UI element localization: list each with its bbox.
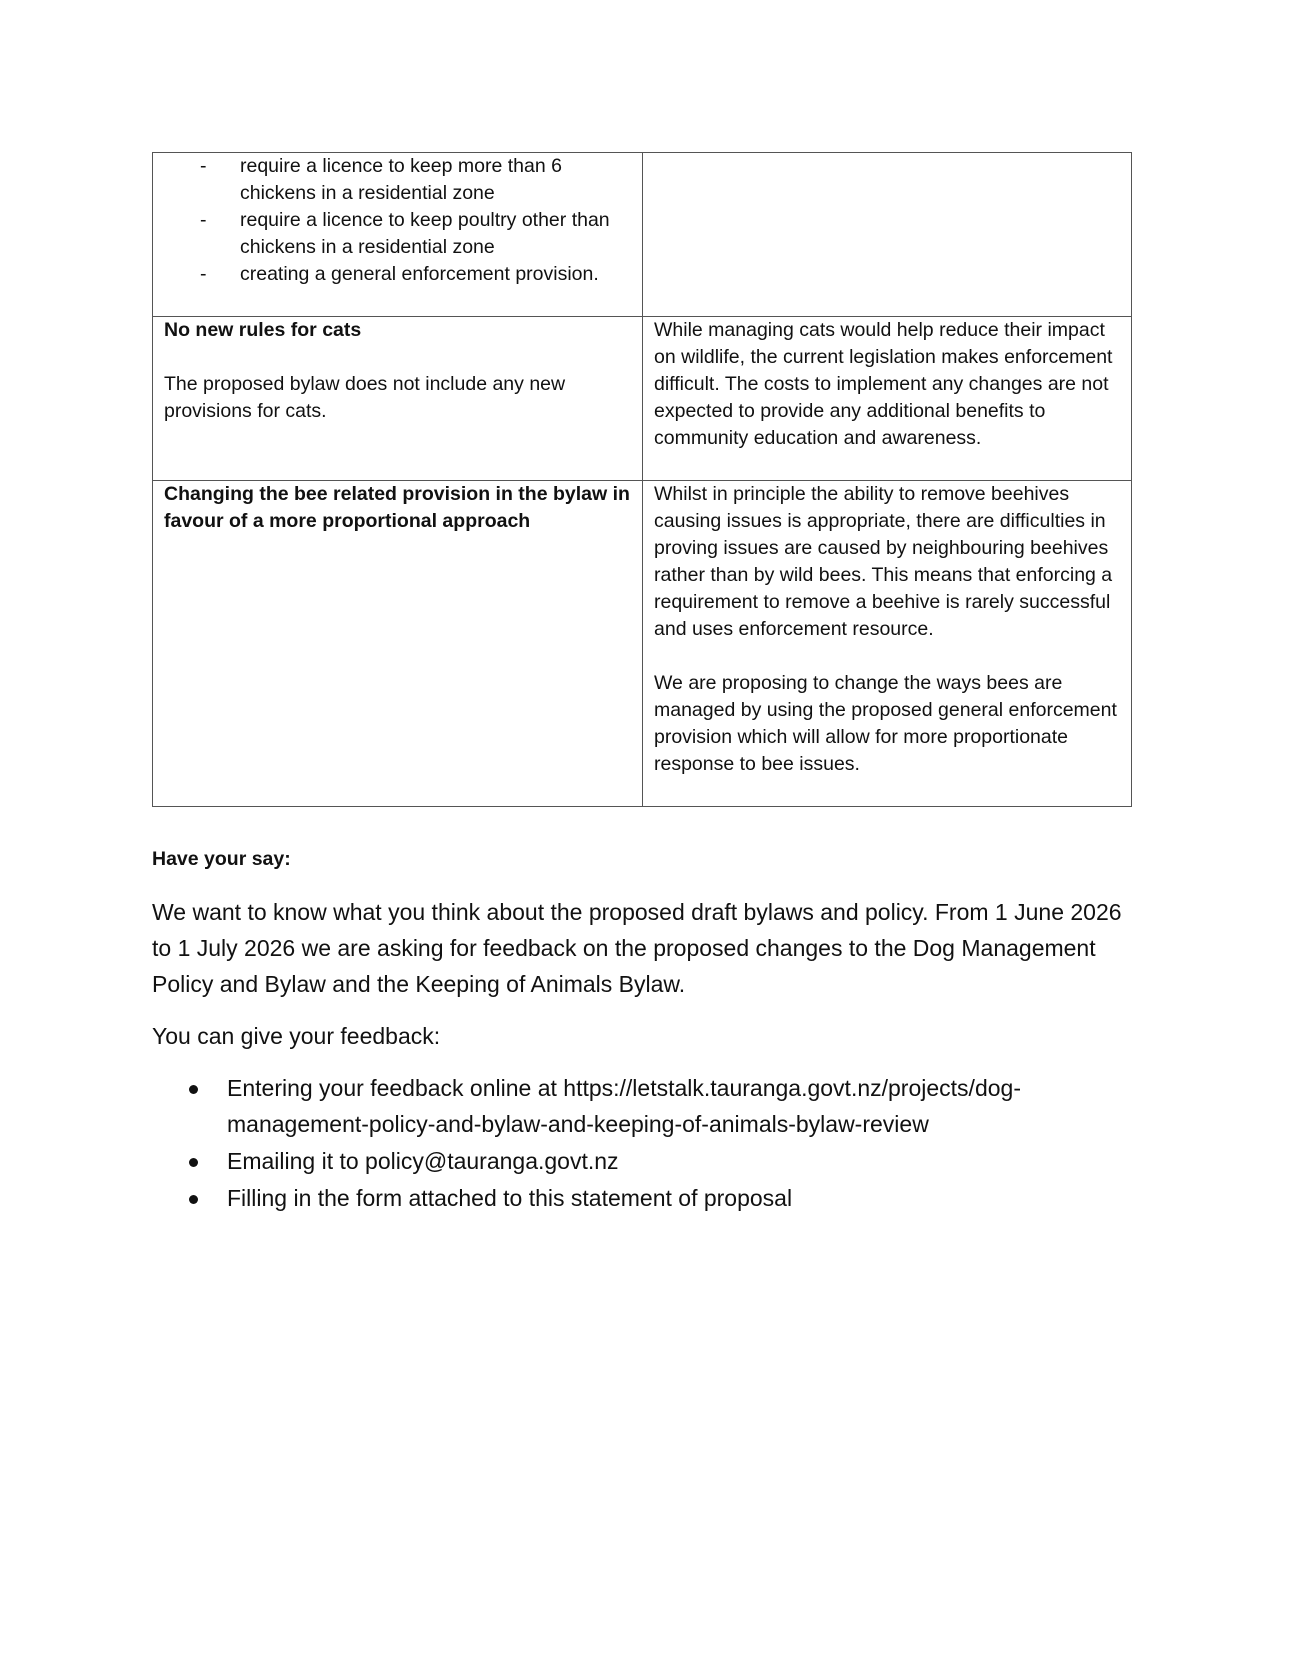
feedback-option-email: Emailing it to policy@tauranga.govt.nz <box>227 1148 619 1174</box>
table-cell-proposal <box>153 317 643 481</box>
row-description: The proposed bylaw does not include any new provisions for cats. <box>164 373 566 422</box>
list-item <box>152 1143 1132 1179</box>
bullet-icon <box>189 1085 198 1094</box>
table-row <box>153 153 1132 317</box>
list-item <box>164 261 632 288</box>
dash-list <box>164 153 632 288</box>
bullet-icon <box>189 1195 198 1204</box>
feedback-option-online: Entering your feedback online at https://letstalk.tauranga.govt.nz/projects/dog-management-policy-and-bylaw-and-keeping-of-animals-bylaw-review <box>227 1075 1021 1137</box>
dash-bullet-icon: - <box>200 263 207 285</box>
row-title: Changing the bee related provision in the bylaw in favour of a more proportional approach <box>164 483 630 532</box>
feedback-lead-text: You can give your feedback: <box>152 1023 441 1049</box>
list-item-text: require a licence to keep more than 6 chickens in a residential zone <box>240 155 562 204</box>
row-reason-paragraph-2: We are proposing to change the ways bees are managed by using the proposed general enforcement provision which will allow for more proportionate response to bee issues. <box>654 672 1117 775</box>
feedback-option-form: Filling in the form attached to this statement of proposal <box>227 1185 793 1211</box>
table-row <box>153 481 1132 807</box>
intro-paragraph: We want to know what you think about the proposed draft bylaws and policy. From 1 June 2026 to 1 July 2026 we are asking for feedback on the proposed changes to the Dog Management Policy and Bylaw and the Keeping of Animals Bylaw. <box>152 899 1122 997</box>
dash-bullet-icon: - <box>200 209 207 231</box>
bullet-icon <box>189 1158 198 1167</box>
row-reason: While managing cats would help reduce their impact on wildlife, the current legislation makes enforcement difficult. The costs to implement any changes are not expected to provide any additional benefits to community education and awareness. <box>654 319 1113 449</box>
table-cell-reason <box>643 481 1132 807</box>
row-title: No new rules for cats <box>164 319 362 341</box>
proposal-options-table <box>152 152 1132 807</box>
table-cell-proposal <box>153 153 643 317</box>
list-item-text: creating a general enforcement provision. <box>240 263 599 285</box>
table-row <box>153 317 1132 481</box>
feedback-options-list <box>152 1070 1132 1217</box>
row-reason-paragraph-1: Whilst in principle the ability to remove beehives causing issues is appropriate, there are difficulties in proving issues are caused by neighbouring beehives rather than by wild bees. This means that enforcing a requirement to remove a beehive is rarely successful and uses enforcement resource. <box>654 483 1113 640</box>
table-cell-proposal <box>153 481 643 807</box>
table-cell-reason <box>643 153 1132 317</box>
list-item-text: require a licence to keep poultry other than chickens in a residential zone <box>240 209 610 258</box>
list-item <box>164 207 632 261</box>
section-heading: Have your say: <box>152 848 291 870</box>
list-item <box>152 1180 1132 1216</box>
table-cell-reason <box>643 317 1132 481</box>
list-item <box>152 1070 1132 1142</box>
list-item <box>164 153 632 207</box>
dash-bullet-icon: - <box>200 155 207 177</box>
